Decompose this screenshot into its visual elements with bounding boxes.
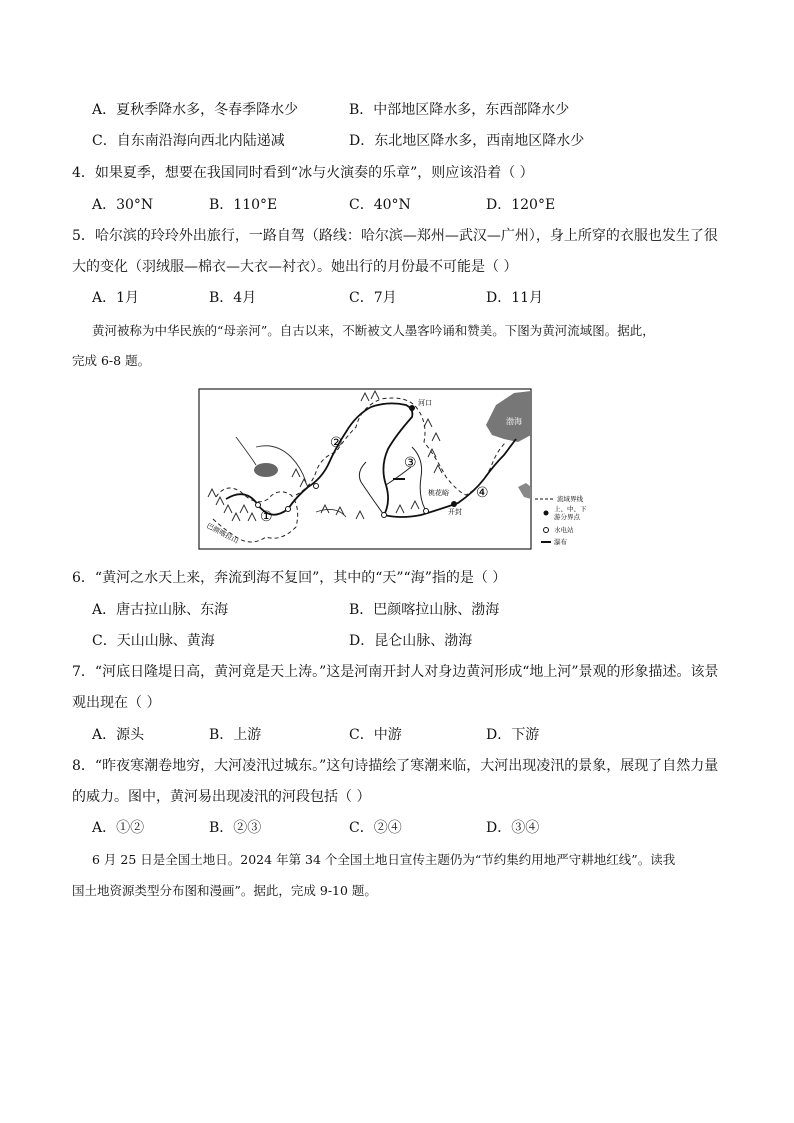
q3-option-d: D．东北地区降水多，西南地区降水少 [349, 133, 585, 149]
legend-waterfall-label: 瀑布 [554, 538, 567, 546]
q8-option-c: C．②④ [349, 820, 402, 836]
q6-option-b: B．巴颜喀拉山脉、渤海 [349, 602, 500, 618]
label-section-4: ④ [476, 485, 489, 501]
q7-option-b: B．上游 [209, 727, 262, 743]
q4-option-c: C．40°N [349, 197, 411, 213]
label-section-3: ③ [404, 455, 417, 471]
label-bohai: 渤海 [506, 417, 522, 426]
hydropower-5 [424, 509, 429, 514]
q5-option-a: A．1月 [92, 290, 140, 306]
label-section-1: ① [260, 509, 273, 525]
legend-hydro-label: 水电站 [554, 526, 574, 534]
q5-stem-line2: 大的变化（羽绒服—棉衣—大衣—衬衣）。她出行的月份最不可能是（ ） [72, 259, 518, 275]
q6-option-a: A．唐古拉山脉、东海 [92, 602, 229, 618]
q4-option-b: B．110°E [209, 197, 278, 213]
q5-stem-line1: 5．哈尔滨的玲玲外出旅行，一路自驾（路线：哈尔滨—郑州—武汉—广州），身上所穿的衣服也发生了很 [72, 228, 718, 244]
intro-6-8-line1: 黄河被称为中华民族的“母亲河”。自古以来，不断被文人墨客吟诵和赞美。下图为黄河流域图。据此， [92, 323, 655, 338]
q7-option-d: D．下游 [486, 727, 540, 743]
hydropower-4 [382, 513, 387, 518]
q4-stem: 4．如果夏季，想要在我国同时看到“冰与火演奏的乐章”，则应该沿着（ ） [72, 165, 534, 181]
q3-option-a: A．夏秋季降水多，冬春季降水少 [92, 102, 299, 118]
label-bayankala: 巴颜喀拉山 [205, 521, 240, 546]
q5-option-d: D．11月 [486, 290, 544, 306]
label-taohuayu: 桃花峪 [428, 489, 449, 497]
q4-option-a: A．30°N [92, 197, 154, 213]
map-frame [199, 389, 531, 549]
q3-option-c: C．自东南沿海向西北内陆递减 [92, 133, 285, 149]
label-hekou: 河口 [418, 399, 432, 407]
legend-point-label-2: 游分界点 [554, 513, 580, 521]
legend-point-label-1: 上、中、下 [554, 505, 587, 513]
q7-stem-line2: 观出现在（ ） [72, 695, 161, 711]
intro-9-10-line1: 6 月 25 日是全国土地日。2024 年第 34 个全国土地日宣传主题仍为“节约集约用地严守耕地红线”。读我 [92, 852, 676, 867]
yellow-river-basin-map [196, 387, 596, 552]
q5-option-b: B．4月 [209, 290, 257, 306]
hydropower-1 [256, 503, 261, 508]
legend-point-icon [544, 511, 549, 516]
q7-option-a: A．源头 [92, 727, 145, 743]
legend-boundary-label: 流域界线 [557, 495, 583, 503]
q7-stem-line1: 7．“河底日隆堤日高，黄河竟是天上涛。”这是河南开封人对身边黄河形成“地上河”景观的形象描述。该景 [72, 664, 719, 680]
q5-option-c: C．7月 [349, 290, 397, 306]
label-section-2: ② [330, 435, 343, 451]
q8-option-a: A．①② [92, 820, 145, 836]
hekou-point [409, 405, 415, 411]
legend-hydro-icon [544, 528, 549, 533]
q6-option-d: D．昆仑山脉、渤海 [349, 633, 473, 649]
intro-6-8-line2: 完成 6-8 题。 [72, 353, 151, 368]
q3-option-b: B．中部地区降水多，东西部降水少 [349, 102, 570, 118]
q6-stem: 6．“黄河之水天上来，奔流到海不复回”，其中的“天”“海”指的是（ ） [72, 570, 507, 586]
q8-option-b: B．②③ [209, 820, 262, 836]
hydropower-2 [286, 507, 291, 512]
intro-9-10-line2: 国土地资源类型分布图和漫画”。据此，完成 9-10 题。 [72, 883, 377, 898]
hydropower-3 [314, 484, 319, 489]
q8-option-d: D．③④ [486, 820, 540, 836]
q6-option-c: C．天山山脉、黄海 [92, 633, 215, 649]
q7-option-c: C．中游 [349, 727, 402, 743]
label-kaifeng: 开封 [448, 508, 462, 516]
q4-option-d: D．120°E [486, 197, 556, 213]
lake [254, 463, 278, 477]
q8-stem-line2: 的威力。图中，黄河易出现凌汛的河段包括（ ） [72, 789, 371, 805]
taohuayu-point [451, 501, 457, 507]
q8-stem-line1: 8．“昨夜寒潮卷地穷，大河凌汛过城东。”这句诗描绘了寒潮来临，大河出现凌汛的景象，展现了自然力量 [72, 758, 719, 774]
